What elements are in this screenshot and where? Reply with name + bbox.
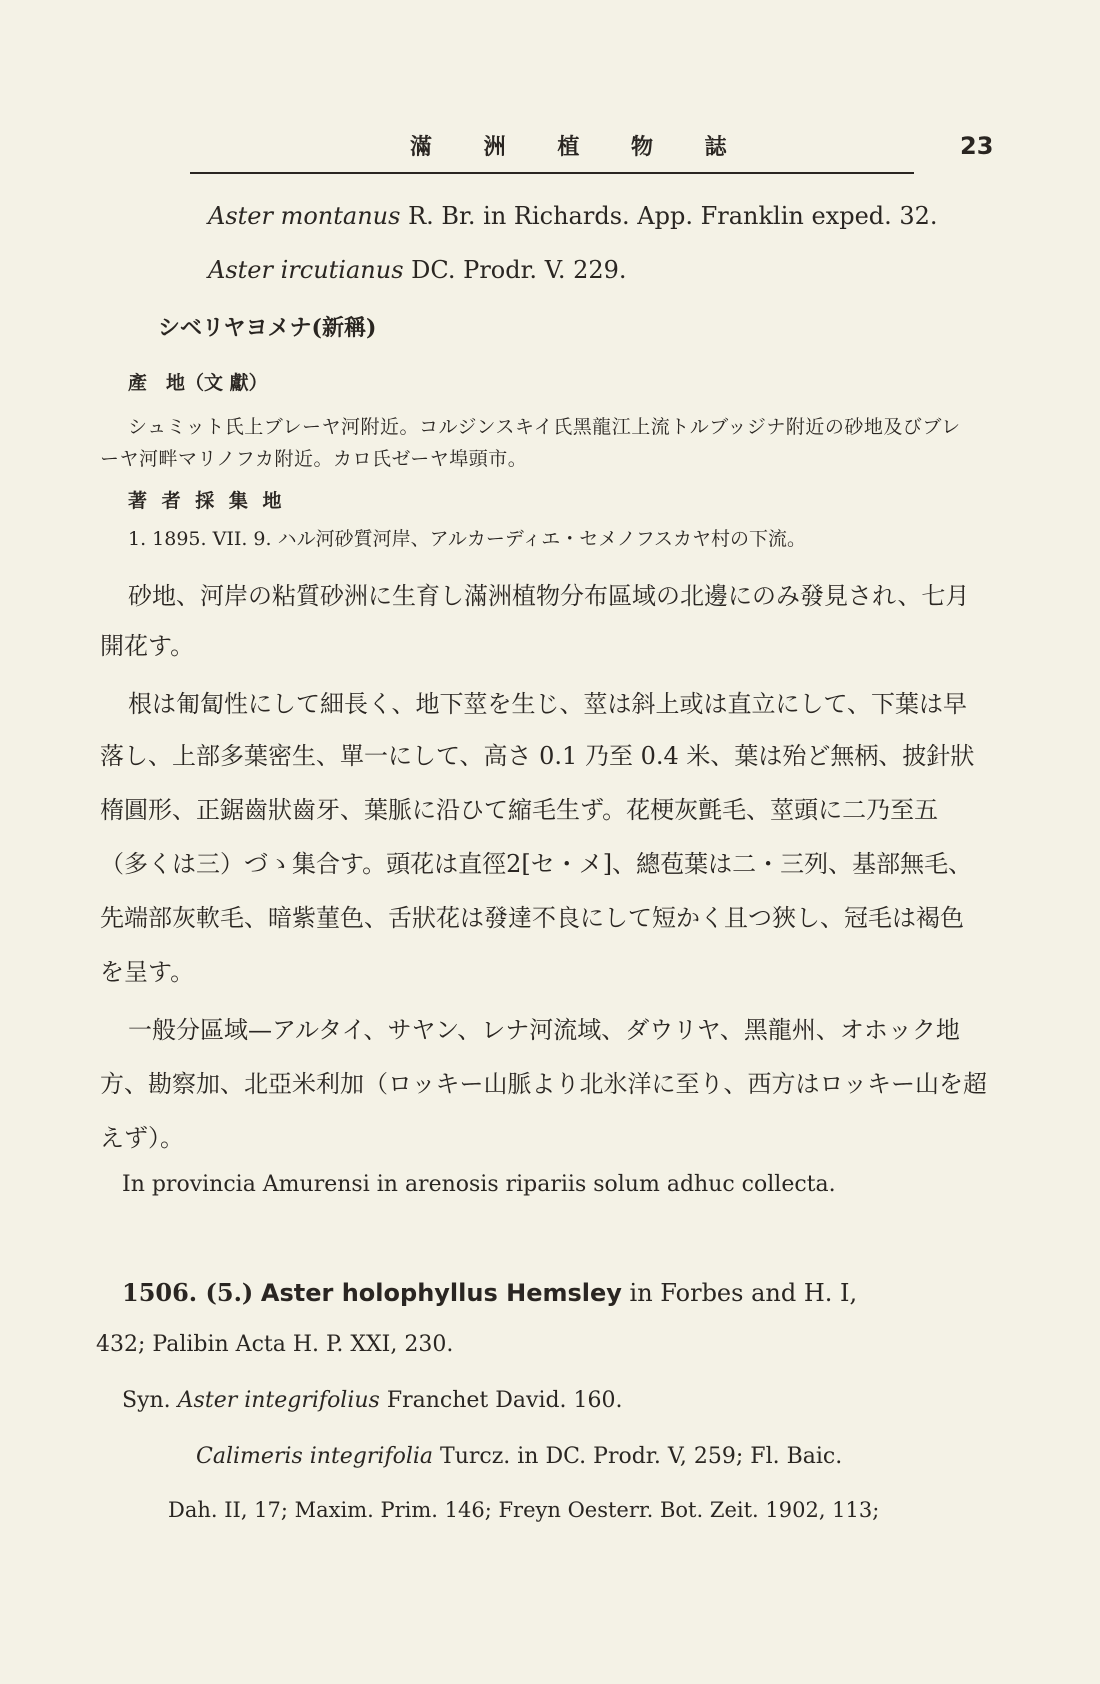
paragraph-line: 砂地、河岸の粘質砂洲に生育し滿洲植物分布區域の北邊にのみ發見され、七月	[128, 582, 970, 610]
japanese-common-name: シベリヤヨメナ(新稱)	[158, 315, 377, 341]
syn-label: Syn.	[122, 1388, 171, 1413]
calimeris-name: Calimeris integrifolia	[196, 1444, 434, 1469]
paragraph-line: 一般分區域—アルタイ、サヤン、レナ河流域、ダウリヤ、黑龍州、オホック地	[128, 1016, 960, 1044]
synonym-line	[208, 256, 627, 284]
paragraph-line: 根は匍匐性にして細長く、地下莖を生じ、莖は斜上或は直立にして、下葉は早	[128, 690, 968, 718]
paragraph-line: えず）。	[100, 1124, 184, 1152]
paragraph-line: 落し、上部多葉密生、單一にして、高さ 0.1 乃至 0.4 米、葉は殆ど無柄、披針狀	[100, 742, 975, 770]
paragraph-line: 楕圓形、正鋸齒狀齒牙、葉脈に沿ひて縮毛生ず。花梗灰氈毛、莖頭に二乃至五	[100, 796, 939, 824]
page-number: 23	[960, 132, 994, 160]
paragraph-line: 方、勘察加、北亞米利加（ロッキー山脈より北氷洋に至り、西方はロッキー山を超	[100, 1070, 988, 1098]
syn-ref: Franchet David. 160.	[386, 1388, 623, 1413]
species-ref: in Forbes and H. I,	[629, 1279, 858, 1307]
collector-heading: 著 者 採 集 地	[128, 490, 286, 512]
reference-line: Dah. II, 17; Maxim. Prim. 146; Freyn Oesterr. Bot. Zeit. 1902, 113;	[168, 1498, 880, 1522]
syn-name: Aster integrifolius	[177, 1388, 380, 1413]
running-header-title: 滿 洲 植 物 誌	[410, 134, 749, 160]
paragraph-line: 開花す。	[100, 632, 195, 660]
paragraph-line: 先端部灰軟毛、暗紫菫色、舌狀花は發達不良にして短かく且つ狹し、冠毛は褐色	[100, 904, 964, 932]
synonym-ref: R. Br. in Richards. App. Franklin exped. 32.	[408, 202, 938, 230]
species-number: 1506. (5.)	[122, 1278, 254, 1307]
collector-entry: 1. 1895. VII. 9. ハル河砂質河岸、アルカーディエ・セメノフスカヤ村の下流。	[128, 528, 806, 550]
paragraph-line: （多くは三）づゝ集合す。頭花は直徑2[セ・メ]、總苞葉は二・三列、基部無毛、	[100, 850, 973, 878]
species-name: Aster holophyllus Hemsley	[260, 1279, 622, 1307]
calimeris-line	[196, 1444, 842, 1469]
syn-line	[122, 1388, 623, 1413]
locality-line: ーヤ河畔マリノフカ附近。カロ氏ゼーヤ埠頭市。	[100, 448, 528, 470]
calimeris-ref: Turcz. in DC. Prodr. V, 259; Fl. Baic.	[440, 1444, 843, 1469]
synonym-line	[208, 202, 938, 230]
locality-heading: 產 地（文 獻）	[128, 372, 268, 394]
species-ref-line: 432; Palibin Acta H. P. XXI, 230.	[96, 1332, 454, 1357]
species-heading-line	[122, 1278, 857, 1307]
synonym-name: Aster montanus	[208, 202, 401, 230]
paragraph-line: を呈す。	[100, 958, 195, 986]
header-rule	[190, 172, 914, 174]
synonym-ref: DC. Prodr. V. 229.	[411, 256, 627, 284]
latin-note: In provincia Amurensi in arenosis ripariis solum adhuc collecta.	[122, 1172, 836, 1197]
locality-line: シュミット氏上ブレーヤ河附近。コルジンスキイ氏黑龍江上流トルブッジナ附近の砂地及びブレ	[128, 416, 961, 438]
synonym-name: Aster ircutianus	[208, 256, 404, 284]
